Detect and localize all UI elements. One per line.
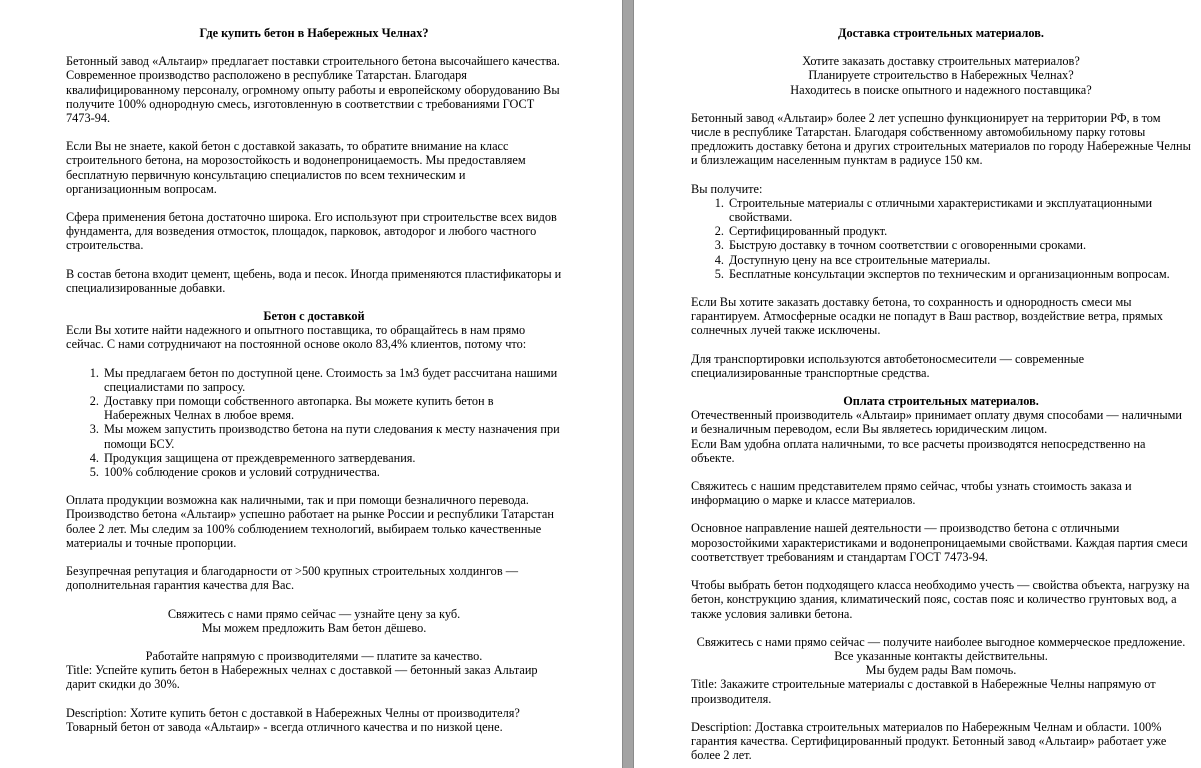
call-to-action-line: Работайте напрямую с производителями — платите за качество. bbox=[145, 648, 483, 663]
question-line: Находитесь в поиске опытного и надежного поставщика? bbox=[790, 82, 1092, 97]
paragraph: Сфера применения бетона достаточно широка. Его используют при строительстве всех видов фундамента, для возведения отмосток, площадок, парковок, автодорог и любого частного строительства. bbox=[66, 210, 557, 253]
numbered-list bbox=[691, 196, 1191, 281]
paragraph: В состав бетона входит цемент, щебень, вода и песок. Иногда применяются пластификаторы и специализированные добавки. bbox=[66, 266, 562, 295]
list-item: 5. Бесплатные консультации экспертов по техническим и организационным вопросам. bbox=[727, 267, 1191, 281]
paragraph: Отечественный производитель «Альтаир» принимает оплату двумя способами — наличными и безналичным переводом, если Вы являетесь юридическим лицом. bbox=[691, 408, 1183, 437]
paragraph: Если Вам удобна оплата наличными, то все расчеты производятся непосредственно на объекте. bbox=[691, 436, 1146, 465]
section-heading: Оплата строительных материалов. bbox=[843, 394, 1039, 409]
paragraph: Свяжитесь с нашим представителем прямо сейчас, чтобы узнать стоимость заказа и информацию о марке и классе материалов. bbox=[691, 479, 1132, 508]
list-item: 3. Быструю доставку в точном соответствии с оговоренными сроками. bbox=[727, 238, 1191, 252]
paragraph: Если Вы хотите найти надежного и опытного поставщика, то обращайтесь в нам прямо сейчас. С нами сотрудничают на постоянной основе около 83,4% клиентов, потому что: bbox=[66, 323, 527, 352]
paragraph: Основное направление нашей деятельности — производство бетона с отличными морозостойкими характеристиками и водонепроницаемыми свойствами. Каждая партия смеси соответствует требованиям и стандартам ГОСТ 7473-94. bbox=[691, 521, 1188, 564]
seo-description: Description: Хотите купить бетон с доставкой в Набережных Челны от производителя? Товарный бетон от завода «Альтаир» - всегда отличного качества и по низкой цене. bbox=[66, 705, 520, 734]
paragraph: Чтобы выбрать бетон подходящего класса необходимо учесть — свойства объекта, нагрузку на бетон, конструкцию здания, климатический пояс, состав пояс и количество грунтовых вод, а также условия заливки бетона. bbox=[691, 578, 1190, 621]
list-item: 4. Доступную цену на все строительные материалы. bbox=[727, 253, 1191, 267]
paragraph: Безупречная репутация и благодарности от >500 крупных строительных холдингов — дополнительная гарантия качества для Вас. bbox=[66, 564, 519, 593]
question-line: Планируете строительство в Набережных Челнах? bbox=[808, 68, 1074, 83]
numbered-list bbox=[66, 366, 562, 480]
paragraph: Если Вы хотите заказать доставку бетона, то сохранность и однородность смеси мы гарантируем. Атмосферные осадки не попадут в Ваш раствор, воздействие ветра, прямых солнечных лучей также исключены. bbox=[691, 295, 1163, 338]
list-item: 1. Мы предлагаем бетон по доступной цене. Стоимость за 1м3 будет рассчитана нашими специалистами по запросу. bbox=[102, 366, 562, 394]
call-to-action-line: Мы можем предложить Вам бетон дёшево. bbox=[201, 620, 427, 635]
seo-description: Description: Доставка строительных материалов по Набережным Челнам и области. 100% гарантия качества. Сертифицированный продукт. Бетонный завод «Альтаир» работает уже более 2 лет. bbox=[691, 719, 1167, 763]
paragraph: Для транспортировки используются автобетоносмесители — современные специализированные транспортные средства. bbox=[691, 351, 1085, 380]
list-item: 1. Строительные материалы с отличными характеристиками и эксплуатационными свойствами. bbox=[727, 196, 1191, 224]
list-item: 2. Доставку при помощи собственного автопарка. Вы можете купить бетон в Набережных Челнах в любое время. bbox=[102, 394, 562, 422]
paragraph: Оплата продукции возможна как наличными, так и при помощи безналичного перевода. Производство бетона «Альтаир» успешно работает на рынке России и республики Татарстан более 2 лет. Мы следим за 100% соблюдением технологий, выбираем только качественные материалы и точные пропорции. bbox=[66, 493, 554, 550]
call-to-action-line: Свяжитесь с нами прямо сейчас — узнайте цену за куб. bbox=[167, 606, 461, 621]
document-page-right bbox=[634, 0, 1201, 768]
page-title: Где купить бетон в Набережных Челнах? bbox=[199, 26, 429, 40]
call-to-action-line: Все указанные контакты действительны. bbox=[834, 648, 1048, 663]
list-item: 5. 100% соблюдение сроков и условий сотрудничества. bbox=[102, 465, 562, 479]
list-intro: Вы получите: bbox=[691, 181, 763, 196]
seo-title: Title: Успейте купить бетон в Набережных челнах с доставкой — бетонный заказ Альтаир дарит скидки до 30%. bbox=[66, 663, 538, 692]
call-to-action-line: Свяжитесь с нами прямо сейчас — получите наиболее выгодное коммерческое предложение. bbox=[696, 634, 1186, 649]
list-item: 2. Сертифицированный продукт. bbox=[727, 224, 1191, 238]
paragraph: Бетонный завод «Альтаир» предлагает поставки строительного бетона высочайшего качества. Современное производство расположено в республике Татарстан. Благодаря квалифицированному персоналу, огромному опыту работы и европейскому оборудованию Вы получите 100% однородную смесь, изготовленную в соответствии с требованиями ГОСТ 7473-94. bbox=[66, 54, 560, 126]
section-heading: Бетон с доставкой bbox=[263, 309, 365, 324]
call-to-action-line: Мы будем рады Вам помочь. bbox=[865, 663, 1017, 678]
seo-title: Title: Закажите строительные материалы с доставкой в Набережные Челны напрямую от производителя. bbox=[691, 677, 1156, 706]
page-title: Доставка строительных материалов. bbox=[838, 26, 1044, 40]
paragraph: Если Вы не знаете, какой бетон с доставкой заказать, то обратите внимание на класс строительного бетона, на морозостойкость и водонепроницаемость. Мы предоставляем бесплатную первичную консультацию специалистов по всем техническим и организационным вопросам. bbox=[66, 139, 526, 196]
list-item: 4. Продукция защищена от преждевременного затвердевания. bbox=[102, 451, 562, 465]
list-item: 3. Мы можем запустить производство бетона на пути следования к месту назначения при помощи БСУ. bbox=[102, 422, 562, 450]
page-gutter bbox=[622, 0, 634, 768]
question-line: Хотите заказать доставку строительных материалов? bbox=[802, 54, 1080, 69]
paragraph: Бетонный завод «Альтаир» более 2 лет успешно функционирует на территории РФ, в том числе в республике Татарстан. Благодаря собственному автомобильному парку готовы предложить доставку бетона и других строительных материалов по городу Набережные Челны и близлежащим населенным пунктам в радиусе 150 км. bbox=[691, 110, 1191, 168]
